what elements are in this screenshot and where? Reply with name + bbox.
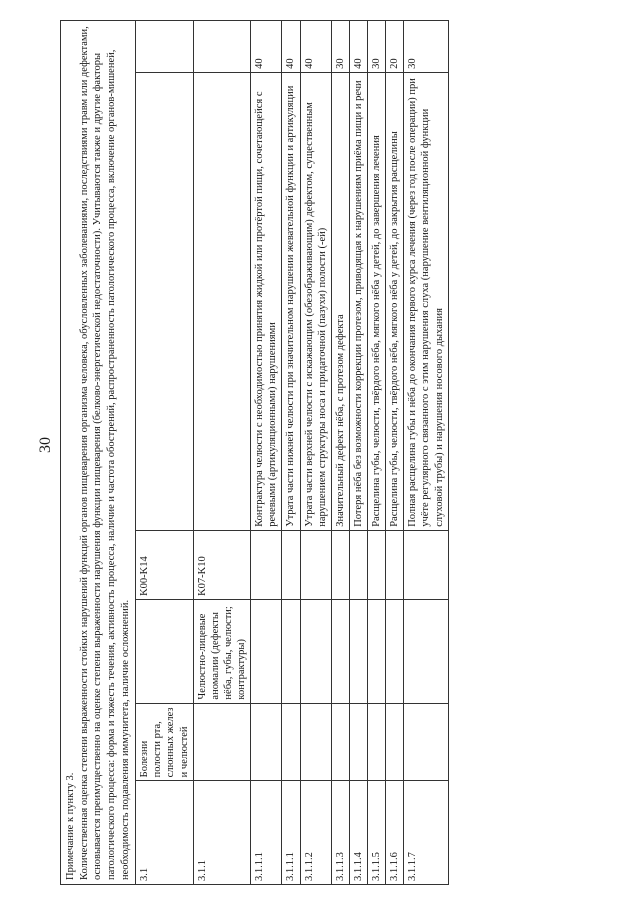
table-row: [193, 21, 251, 885]
icd-code: [404, 530, 448, 599]
disease-group: [251, 703, 282, 781]
item-number: 3.1.1.3: [331, 781, 349, 885]
table-body: [136, 21, 449, 885]
disease-subgroup: Челюстно-лицевые аномалии (дефекты нёба, губы, челюсти; контрактуры): [193, 599, 251, 703]
percent-value: 30: [368, 21, 386, 73]
disease-group: [386, 703, 404, 781]
criterion-description: Расщелина губы, челюсти, твёрдого нёба, мягкого нёба у детей, до завершения лечения: [368, 72, 386, 530]
criterion-description: Утрата части верхней челюсти с искажающим (обезображивающим) дефектом, существенным нарушением структуры носа и придаточной (пазухи) полости (-ей): [300, 72, 331, 530]
disease-group: [349, 703, 367, 781]
disease-group: [282, 703, 300, 781]
item-number: 3.1.1.5: [368, 781, 386, 885]
item-number: 3.1.1.2: [300, 781, 331, 885]
disease-subgroup: [349, 599, 367, 703]
icd-code: [300, 530, 331, 599]
icd-code: [368, 530, 386, 599]
icd-code: [251, 530, 282, 599]
disease-group: Болезни полости рта, слюнных желез и челюстей: [136, 703, 194, 781]
disease-subgroup: [251, 599, 282, 703]
criterion-description: [136, 72, 194, 530]
note-row: [61, 21, 136, 885]
icd-code: [282, 530, 300, 599]
note-title: Примечание к пункту 3.: [65, 772, 76, 880]
table-row: [300, 21, 331, 885]
percent-value: 20: [386, 21, 404, 73]
percent-value: 30: [331, 21, 349, 73]
criterion-description: [193, 72, 251, 530]
disease-subgroup: [368, 599, 386, 703]
item-number: 3.1.1: [193, 781, 251, 885]
percent-value: 40: [300, 21, 331, 73]
item-number: 3.1.1.1: [282, 781, 300, 885]
percent-value: 30: [404, 21, 448, 73]
percent-value: [136, 21, 194, 73]
table-row: [386, 21, 404, 885]
icd-code: [386, 530, 404, 599]
percent-value: 40: [251, 21, 282, 73]
criterion-description: Расщелина губы, челюсти, твёрдого нёба, мягкого нёба у детей, до закрытия расщелины: [386, 72, 404, 530]
table-row: [251, 21, 282, 885]
disease-subgroup: [136, 599, 194, 703]
item-number: 3.1.1.4: [349, 781, 367, 885]
table-row: [282, 21, 300, 885]
criterion-description: Утрата части нижней челюсти при значительном нарушении жевательной функции и артикуляции: [282, 72, 300, 530]
note-text: Количественная оценка степени выраженности стойких нарушений функций органов пищеварения организма человека, обусловленных заболеваниями, последствиями травм или дефектами, основывается преимущественно на оценке степени выраженности нарушения функции пищеварения (белково-энергетической недостаточности). Учитываются также и другие факторы патологического процесса: форма и тяжесть течения, активность процесса, наличие и частота обострений, распространенность патологического процесса, включение органов-мишеней, необходимость подавления иммунитета, наличие осложнений.: [78, 26, 131, 880]
item-number: 3.1.1.6: [386, 781, 404, 885]
disease-group: [404, 703, 448, 781]
page-number: 30: [37, 437, 54, 453]
icd-code: K00-K14: [136, 530, 194, 599]
percent-value: 40: [349, 21, 367, 73]
rotated-document: [60, 20, 580, 885]
item-number: 3.1.1.7: [404, 781, 448, 885]
icd-code: [331, 530, 349, 599]
disease-subgroup: [300, 599, 331, 703]
percent-value: [193, 21, 251, 73]
note-cell: [61, 21, 136, 885]
table-row: [404, 21, 448, 885]
criterion-description: Значительный дефект нёба, с протезом дефекта: [331, 72, 349, 530]
criterion-description: Полная расщелина губы и нёба до окончания первого курса лечения (через год после операции) при учёте регулярного связанного с этим нарушения слуха (нарушение вентиляционной функции слуховой трубы) и нарушения носового дыхания: [404, 72, 448, 530]
criterion-description: Контрактура челюсти с необходимостью принятия жидкой или протёртой пищи, сочетающейся с речевыми (артикуляционными) нарушениями: [251, 72, 282, 530]
disease-group: [193, 703, 251, 781]
disease-group: [368, 703, 386, 781]
criterion-description: Потеря нёба без возможности коррекции протезом, приводящая к нарушениям приёма пищи и речи: [349, 72, 367, 530]
table-row: [349, 21, 367, 885]
table-row: [368, 21, 386, 885]
impairment-table: [60, 20, 449, 885]
disease-group: [300, 703, 331, 781]
disease-subgroup: [282, 599, 300, 703]
percent-value: 40: [282, 21, 300, 73]
icd-code: K07-K10: [193, 530, 251, 599]
icd-code: [349, 530, 367, 599]
disease-subgroup: [386, 599, 404, 703]
disease-subgroup: [331, 599, 349, 703]
item-number: 3.1: [136, 781, 194, 885]
table-row: [136, 21, 194, 885]
table-row: [331, 21, 349, 885]
item-number: 3.1.1.1: [251, 781, 282, 885]
disease-group: [331, 703, 349, 781]
disease-subgroup: [404, 599, 448, 703]
